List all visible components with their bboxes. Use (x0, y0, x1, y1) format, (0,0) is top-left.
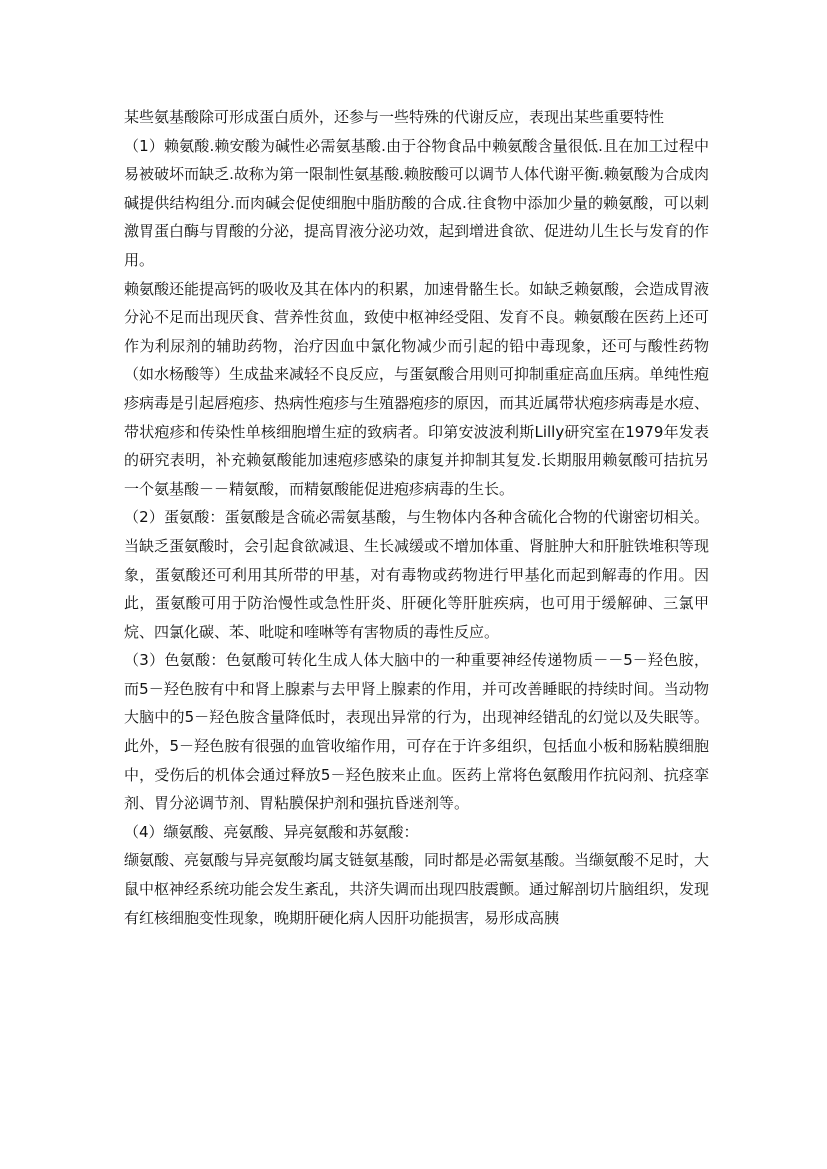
document-body (124, 103, 709, 932)
paragraph-bcaa-heading: （4）缬氨酸、亮氨酸、异亮氨酸和苏氨酸： (124, 822, 419, 841)
paragraph-lysine-continued: 赖氨酸还能提高钙的吸收及其在体内的积累，加速骨骼生长。如缺乏赖氨酸，会造成胃液分沁不足而出现厌食、营养性贫血，致使中枢神经受阻、发育不良。赖氨酸在医药上还可作为利尿剂的辅助药物，治疗因血中氯化物减少而引起的铅中毒现象，还可与酸性药物（如水杨酸等）生成盐来减轻不良反应，与蛋氨酸合用则可抑制重症高血压病。单纯性疱疹病毒是引起唇疱疹、热病性疱疹与生殖器疱疹的原因，而其近属带状疱疹病毒是水痘、带状疱疹和传染性单核细胞增生症的致病者。印第安波波利斯Lilly研究室在1979年发表的研究表明，补充赖氨酸能加速疱疹感染的康复并抑制其复发.长期服用赖氨酸可拮抗另一个氨基酸－－精氨酸，而精氨酸能促进疱疹病毒的生长。 (124, 279, 710, 498)
paragraph-methionine: （2）蛋氨酸：蛋氨酸是含硫必需氨基酸，与生物体内各种含硫化合物的代谢密切相关。当缺乏蛋氨酸时，会引起食欲减退、生长减缓或不增加体重、肾脏肿大和肝脏铁堆积等现象，蛋氨酸还可利用其所带的甲基，对有毒物或药物进行甲基化而起到解毒的作用。因此，蛋氨酸可用于防治慢性或急性肝炎、肝硬化等肝脏疾病，也可用于缓解砷、三氯甲烷、四氯化碳、苯、吡啶和喹啉等有害物质的毒性反应。 (124, 508, 710, 641)
paragraph-lysine: （1）赖氨酸.赖安酸为碱性必需氨基酸.由于谷物食品中赖氨酸含量很低.且在加工过程中易被破坏而缺乏.故称为第一限制性氨基酸.赖胺酸可以调节人体代谢平衡.赖氨酸为合成肉碱提供结构组分.而肉碱会促使细胞中脂肪酸的合成.往食物中添加少量的赖氨酸，可以刺激胃蛋白酶与胃酸的分泌，提高胃液分泌功效，起到增进食欲、促进幼儿生长与发育的作用。 (124, 136, 710, 269)
paragraph-intro: 某些氨基酸除可形成蛋白质外，还参与一些特殊的代谢反应，表现出某些重要特性 (124, 108, 665, 126)
paragraph-tryptophan: （3）色氨酸：色氨酸可转化生成人体大脑中的一种重要神经传递物质－－5－羟色胺，而5－羟色胺有中和肾上腺素与去甲肾上腺素的作用，并可改善睡眠的持续时间。当动物大脑中的5－羟色胺含量降低时，表现出异常的行为，出现神经错乱的幻觉以及失眠等。此外，5－羟色胺有很强的血管收缩作用，可存在于许多组织，包括血小板和肠粘膜细胞中，受伤后的机体会通过释放5－羟色胺来止血。医药上常将色氨酸用作抗闷剂、抗痉挛剂、胃分泌调节剂、胃粘膜保护剂和强抗昏迷剂等。 (124, 651, 709, 813)
paragraph-bcaa: 缬氨酸、亮氨酸与异亮氨酸均属支链氨基酸，同时都是必需氨基酸。当缬氨酸不足时，大鼠中枢神经系统功能会发生紊乱，共济失调而出现四肢震颤。通过解剖切片脑组织，发现有红核细胞变性现象，晚期肝硬化病人因肝功能损害，易形成高胰 (124, 851, 710, 927)
